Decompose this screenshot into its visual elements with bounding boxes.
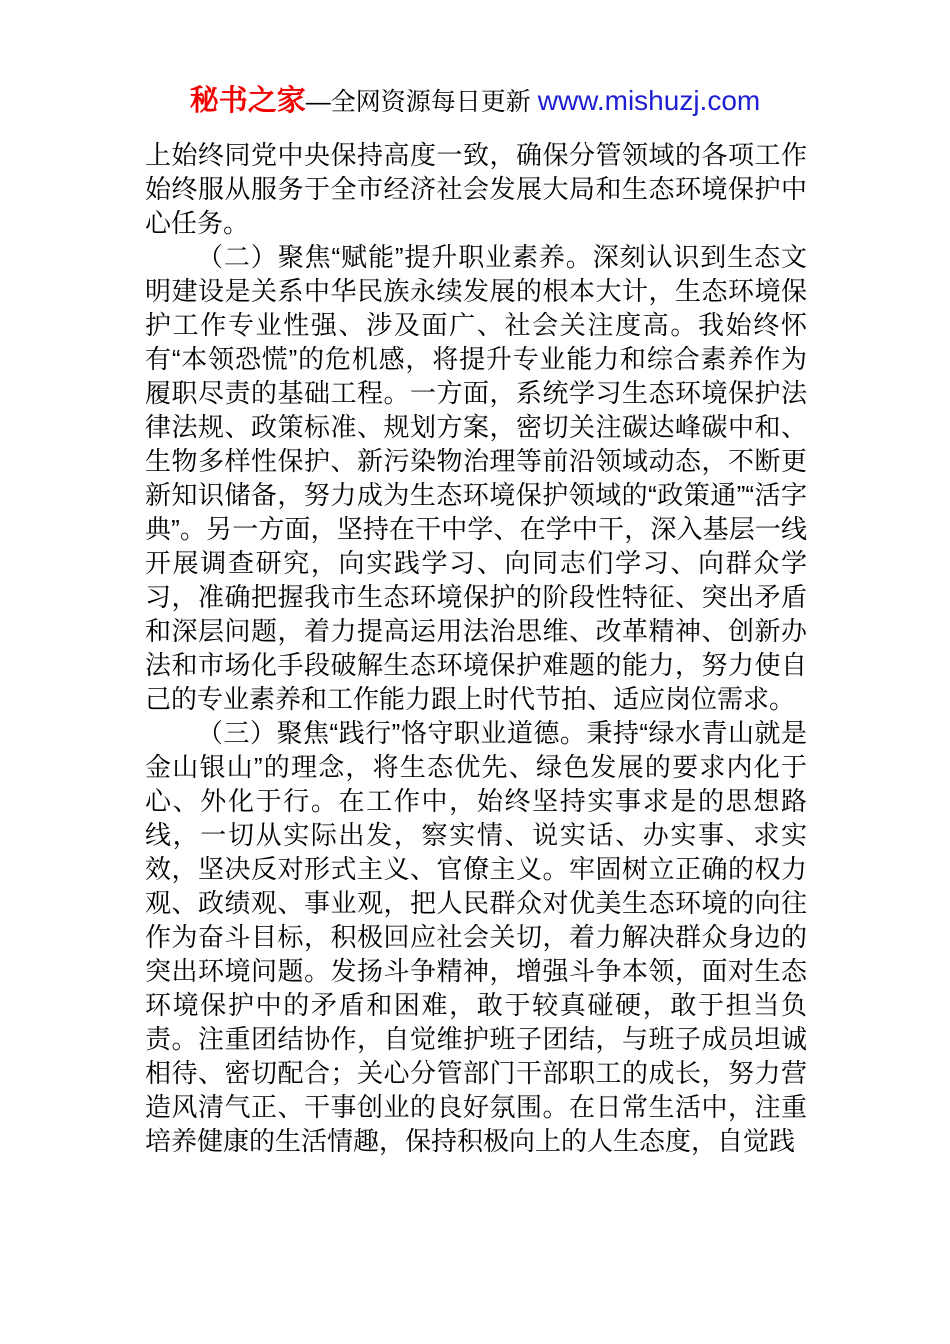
header-tagline-text: —全网资源每日更新: [305, 88, 538, 116]
paragraph-section-three: （三）聚焦“践行”恪守职业道德。秉持“绿水青山就是金山银山”的理念，将生态优先、绿色发展的要求内化于心、外化于行。在工作中，始终坚持实事求是的思想路线，一切从实际出发，察实情、说实话、办实事、求实效，坚决反对形式主义、官僚主义。牢固树立正确的权力观、政绩观、事业观，把人民群众对优美生态环境的向往作为奋斗目标，积极回应社会关切，着力解决群众身边的突出环境问题。发扬斗争精神，增强斗争本领，面对生态环境保护中的矛盾和困难，敢于较真碰硬，敢于担当负责。注重团结协作，自觉维护班子团结，与班子成员坦诚相待、密切配合；关心分管部门干部职工的成长，努力营造风清气正、干事创业的良好氛围。在日常生活中，注重培养健康的生活情趣，保持积极向上的人生态度，自觉践: [145, 718, 807, 1156]
paragraph-section-two: （二）聚焦“赋能”提升职业素养。深刻认识到生态文明建设是关系中华民族永续发展的根本大计，生态环境保护工作专业性强、涉及面广、社会关注度高。我始终怀有“本领恐慌”的危机感，将提升专业能力和综合素养作为履职尽责的基础工程。一方面，系统学习生态环境保护法律法规、政策标准、规划方案，密切关注碳达峰碳中和、生物多样性保护、新污染物治理等前沿领域动态，不断更新知识储备，努力成为生态环境保护领域的“政策通”“活字典”。另一方面，坚持在干中学、在学中干，深入基层一线开展调查研究，向实践学习、向同志们学习、向群众学习，准确把握我市生态环境保护的阶段性特征、突出矛盾和深层问题，着力提高运用法治思维、改革精神、创新办法和市场化手段破解生态环境保护难题的能力，努力使自己的专业素养和工作能力跟上时代节拍、适应岗位需求。: [145, 242, 807, 714]
site-url-link[interactable]: www.mishuzj.com: [537, 85, 761, 116]
site-brand-text: 秘书之家: [189, 85, 306, 117]
document-body: [145, 138, 807, 1158]
page-header: [0, 82, 950, 125]
paragraph-continuation: 上始终同党中央保持高度一致，确保分管领域的各项工作始终服从服务于全市经济社会发展大局和生态环境保护中心任务。: [145, 140, 807, 238]
